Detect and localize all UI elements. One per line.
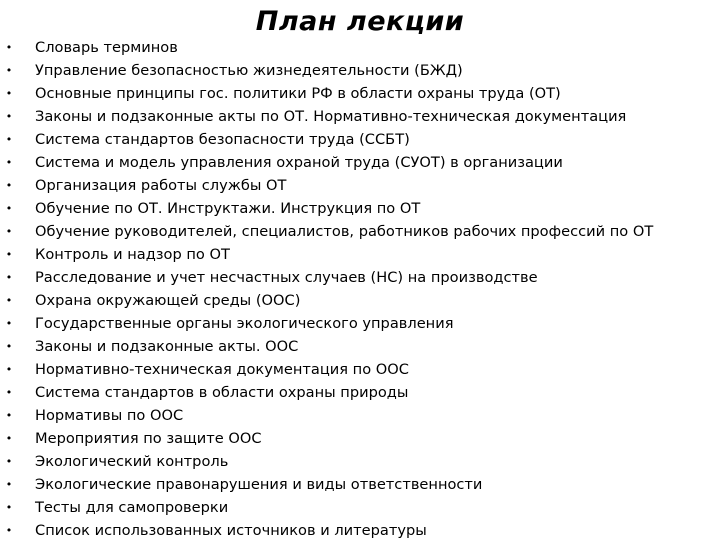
bullet-icon: • xyxy=(5,524,13,537)
bullet-icon: • xyxy=(5,478,13,491)
list-item-text: Расследование и учет несчастных случаев (НС) на производстве xyxy=(35,269,538,286)
bullet-icon: • xyxy=(5,432,13,445)
list-item xyxy=(0,450,720,473)
list-item-text: Основные принципы гос. политики РФ в области охраны труда (ОТ) xyxy=(35,85,561,102)
lecture-plan-list xyxy=(0,36,720,542)
list-item-text: Система стандартов безопасности труда (ССБТ) xyxy=(35,131,410,148)
list-item-text: Управление безопасностью жизнедеятельности (БЖД) xyxy=(35,62,463,79)
list-item xyxy=(0,220,720,243)
bullet-icon: • xyxy=(5,386,13,399)
list-item xyxy=(0,197,720,220)
list-item-text: Охрана окружающей среды (ООС) xyxy=(35,292,301,309)
bullet-icon: • xyxy=(5,225,13,238)
list-item-text: Обучение руководителей, специалистов, работников рабочих профессий по ОТ xyxy=(35,223,654,240)
list-item xyxy=(0,266,720,289)
bullet-icon: • xyxy=(5,179,13,192)
list-item xyxy=(0,128,720,151)
list-item-text: Нормативно-техническая документация по ООС xyxy=(35,361,409,378)
list-item-text: Законы и подзаконные акты. ООС xyxy=(35,338,299,355)
bullet-icon: • xyxy=(5,110,13,123)
list-item-text: Система и модель управления охраной труда (СУОТ) в организации xyxy=(35,154,563,171)
bullet-icon: • xyxy=(5,294,13,307)
bullet-icon: • xyxy=(5,363,13,376)
bullet-icon: • xyxy=(5,202,13,215)
list-item-text: Организация работы службы ОТ xyxy=(35,177,287,194)
list-item xyxy=(0,289,720,312)
list-item xyxy=(0,59,720,82)
page-title: План лекции xyxy=(255,6,465,37)
list-item xyxy=(0,36,720,59)
list-item-text: Система стандартов в области охраны природы xyxy=(35,384,409,401)
list-item xyxy=(0,82,720,105)
list-item-text: Словарь терминов xyxy=(35,39,178,56)
bullet-icon: • xyxy=(5,409,13,422)
list-item-text: Список использованных источников и литературы xyxy=(35,522,427,539)
list-item-text: Мероприятия по защите ООС xyxy=(35,430,262,447)
bullet-icon: • xyxy=(5,41,13,54)
bullet-icon: • xyxy=(5,156,13,169)
list-item xyxy=(0,312,720,335)
bullet-icon: • xyxy=(5,64,13,77)
list-item-text: Тесты для самопроверки xyxy=(35,499,229,516)
list-item-text: Обучение по ОТ. Инструктажи. Инструкция по ОТ xyxy=(35,200,421,217)
list-item xyxy=(0,358,720,381)
list-item xyxy=(0,496,720,519)
bullet-icon: • xyxy=(5,501,13,514)
list-item-text: Экологический контроль xyxy=(35,453,229,470)
list-item-text: Государственные органы экологического управления xyxy=(35,315,454,332)
list-item-text: Контроль и надзор по ОТ xyxy=(35,246,230,263)
bullet-icon: • xyxy=(5,133,13,146)
list-item xyxy=(0,174,720,197)
list-item xyxy=(0,381,720,404)
list-item xyxy=(0,243,720,266)
list-item xyxy=(0,404,720,427)
list-item-text: Экологические правонарушения и виды ответственности xyxy=(35,476,483,493)
bullet-icon: • xyxy=(5,455,13,468)
bullet-icon: • xyxy=(5,271,13,284)
list-item xyxy=(0,105,720,128)
list-item xyxy=(0,427,720,450)
list-item xyxy=(0,151,720,174)
bullet-icon: • xyxy=(5,248,13,261)
list-item-text: Нормативы по ООС xyxy=(35,407,184,424)
bullet-icon: • xyxy=(5,340,13,353)
list-item-text: Законы и подзаконные акты по ОТ. Нормативно-техническая документация xyxy=(35,108,627,125)
bullet-icon: • xyxy=(5,87,13,100)
list-item xyxy=(0,473,720,496)
bullet-icon: • xyxy=(5,317,13,330)
list-item xyxy=(0,519,720,542)
list-item xyxy=(0,335,720,358)
